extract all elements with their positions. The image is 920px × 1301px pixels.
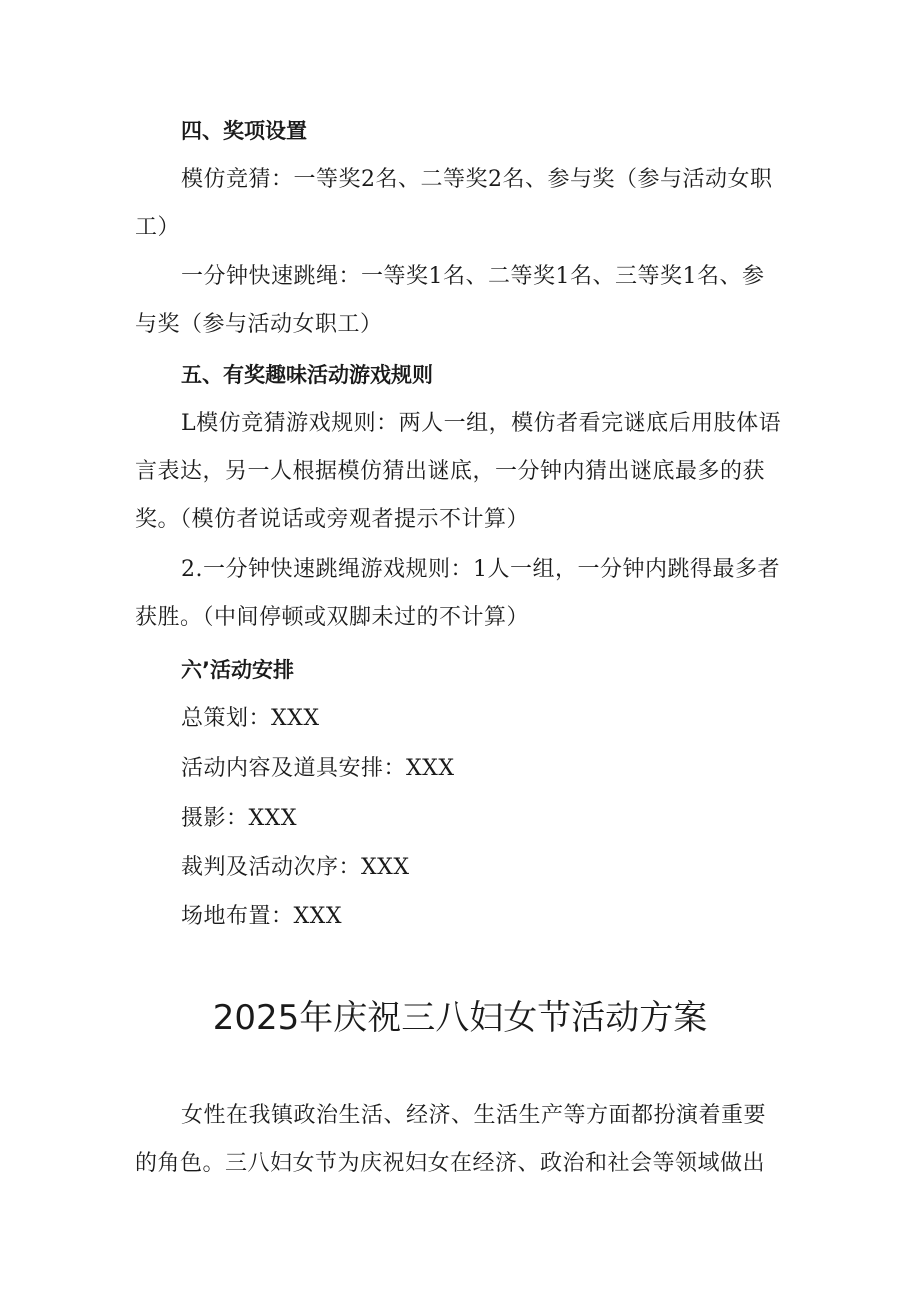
arrangement-item-photography: 摄影：XXX [181,806,297,831]
paragraph-awards-jump-rope: 一分钟快速跳绳：一等奖1名、二等奖1名、三等奖1名、参与奖（参与活动女职工） [135,264,765,337]
document-title: 2025年庆祝三八妇女节活动方案 [212,998,708,1038]
arrangement-item-planner: 总策划：XXX [181,706,320,731]
section-heading-arrangement: 六’活动安排 [181,658,294,682]
paragraph-rule-jump-rope: 2.一分钟快速跳绳游戏规则：1人一组，一分钟内跳得最多者获胜。（中间停顿或双脚未过的不计算） [135,557,780,630]
section-heading-game-rules: 五、有奖趣味活动游戏规则 [181,363,433,387]
paragraph-awards-imitation: 模仿竞猜：一等奖2名、二等奖2名、参与奖（参与活动女职工） [135,167,773,240]
arrangement-item-venue: 场地布置：XXX [181,904,342,929]
section-heading-awards: 四、奖项设置 [181,119,307,143]
arrangement-item-referee: 裁判及活动次序：XXX [181,855,410,880]
paragraph-intro: 女性在我镇政治生活、经济、生活生产等方面都扮演着重要的角色。三八妇女节为庆祝妇女在经济、政治和社会等领域做出 [135,1103,767,1176]
paragraph-rule-imitation: L模仿竞猜游戏规则：两人一组，模仿者看完谜底后用肢体语言表达，另一人根据模仿猜出谜底，一分钟内猜出谜底最多的获奖。（模仿者说话或旁观者提示不计算） [135,411,782,532]
arrangement-item-props: 活动内容及道具安排：XXX [181,756,455,781]
